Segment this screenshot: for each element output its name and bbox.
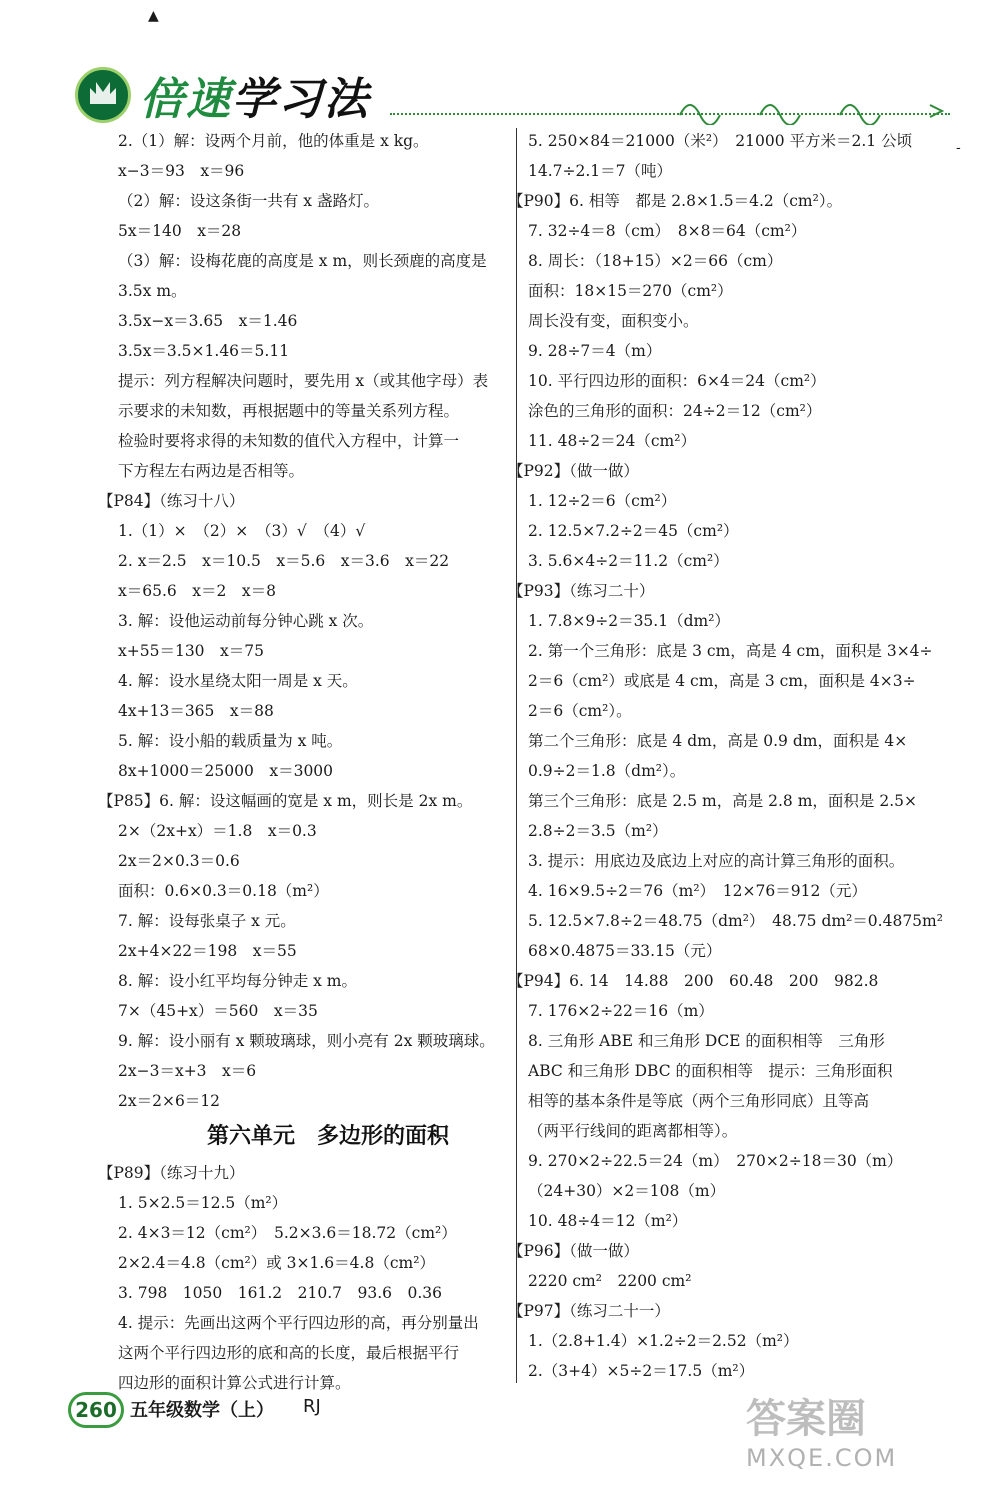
answer-line: 2.（1）解：设两个月前，他的体重是 x kg。 <box>118 132 429 150</box>
answer-line: 3. 798 1050 161.2 210.7 93.6 0.36 <box>118 1284 443 1302</box>
answer-line: （2）解：设这条街一共有 x 盏路灯。 <box>118 192 379 210</box>
top-mark: ▲ <box>148 8 159 24</box>
page-footer <box>68 1392 468 1432</box>
answer-line: 10. 48÷4＝12（m²） <box>528 1212 688 1230</box>
watermark <box>746 1387 986 1477</box>
page-number: 260 <box>68 1392 124 1428</box>
answer-line: 9. 解：设小丽有 x 颗玻璃球，则小亮有 2x 颗玻璃球。 <box>118 1032 495 1050</box>
answer-line: 2. 4×3＝12（cm²） 5.2×3.6＝18.72（cm²） <box>118 1224 457 1242</box>
answer-line: 9. 270×2÷22.5＝24（m） 270×2÷18＝30（m） <box>528 1152 903 1170</box>
answer-line: 4. 解：设水星绕太阳一周是 x 天。 <box>118 672 358 690</box>
answer-line: 3. 提示：用底边及底边上对应的高计算三角形的面积。 <box>528 852 905 870</box>
book-title: 五年级数学（上） <box>130 1400 274 1421</box>
answer-line: ABC 和三角形 DBC 的面积相等 提示：三角形面积 <box>528 1062 893 1080</box>
answer-line: 8. 周长：（18+15）×2＝66（cm） <box>528 252 783 270</box>
answer-line: 2.8÷2＝3.5（m²） <box>528 822 668 840</box>
answer-line: 1.（1）× （2）× （3）√ （4）√ <box>118 522 366 540</box>
answer-line: 下方程左右两边是否相等。 <box>118 462 305 480</box>
answer-line: 面积：18×15＝270（cm²） <box>528 282 733 300</box>
right-column <box>508 126 968 1386</box>
answer-line: 2x+4×22＝198 x＝55 <box>118 942 297 960</box>
answer-line: 3. 5.6×4÷2＝11.2（cm²） <box>528 552 729 570</box>
brand-title-part1: 倍速 <box>140 74 232 125</box>
answer-line: 四边形的面积计算公式进行计算。 <box>118 1374 351 1392</box>
answer-line: 5. 12.5×7.8÷2＝48.75（dm²） 48.75 dm²＝0.4875m² <box>528 912 943 930</box>
answer-line: 2×2.4＝4.8（cm²）或 3×1.6＝4.8（cm²） <box>118 1254 435 1272</box>
answer-line: 7. 32÷4＝8（cm） 8×8＝64（cm²） <box>528 222 807 240</box>
answer-line: 3.5x m。 <box>118 282 187 300</box>
answer-line: 5x＝140 x＝28 <box>118 222 242 240</box>
answer-line: 7. 解：设每张桌子 x 元。 <box>118 912 296 930</box>
answer-line: 【P90】6. 相等 都是 2.8×1.5＝4.2（cm²）。 <box>508 192 843 210</box>
answer-line: （3）解：设梅花鹿的高度是 x m，则长颈鹿的高度是 <box>118 252 487 270</box>
answer-line: 1. 12÷2＝6（cm²） <box>528 492 677 510</box>
answer-line: 【P96】（做一做） <box>508 1242 639 1260</box>
unit-title: 第六单元 多边形的面积 <box>206 1124 449 1149</box>
answer-line: x−3＝93 x＝96 <box>118 162 245 180</box>
answer-line: 2x−3＝x+3 x＝6 <box>118 1062 257 1080</box>
brand-header <box>70 55 970 125</box>
answer-line: 0.9÷2＝1.8（dm²）。 <box>528 762 686 780</box>
answer-line: 第二个三角形：底是 4 dm，高是 0.9 dm，面积是 4× <box>528 732 908 750</box>
answer-line: 3. 解：设他运动前每分钟心跳 x 次。 <box>118 612 374 630</box>
answer-line: 10. 平行四边形的面积：6×4＝24（cm²） <box>528 372 826 390</box>
answer-line: 2.（3+4）×5÷2＝17.5（m²） <box>528 1362 755 1380</box>
answer-line: 涂色的三角形的面积：24÷2＝12（cm²） <box>528 402 822 420</box>
answer-line: （24+30）×2＝108（m） <box>528 1182 726 1200</box>
answer-line: 4. 16×9.5÷2＝76（m²） 12×76＝912（元） <box>528 882 867 900</box>
answer-line: 【P84】（练习十八） <box>98 492 245 510</box>
answer-line: 第三个三角形：底是 2.5 m，高是 2.8 m，面积是 2.5× <box>528 792 917 810</box>
answer-line: 3.5x＝3.5×1.46＝5.11 <box>118 342 290 360</box>
answer-line: 这两个平行四边形的底和高的长度，最后根据平行 <box>118 1344 460 1362</box>
answer-line: 4x+13＝365 x＝88 <box>118 702 274 720</box>
answer-line: 8x+1000＝25000 x＝3000 <box>118 762 334 780</box>
brand-title <box>140 63 370 127</box>
answer-line: 5. 250×84＝21000（米²） 21000 平方米＝2.1 公顷 <box>528 132 913 150</box>
watermark-line1: 答案圈 <box>746 1396 866 1442</box>
answer-line: 面积：0.6×0.3＝0.18（m²） <box>118 882 329 900</box>
answer-line: 【P93】（练习二十） <box>508 582 655 600</box>
answer-line: 11. 48÷2＝24（cm²） <box>528 432 696 450</box>
answer-line: 68×0.4875＝33.15（元） <box>528 942 722 960</box>
answer-line: x＝65.6 x＝2 x＝8 <box>118 582 276 600</box>
side-mark: - <box>956 140 961 156</box>
answer-line: 相等的基本条件是等底（两个三角形同底）且等高 <box>528 1092 870 1110</box>
logo-icon <box>75 67 131 123</box>
answer-line: 2×（2x+x）＝1.8 x＝0.3 <box>118 822 317 840</box>
decorative-swirls-icon <box>670 85 970 125</box>
answer-line: 2. x＝2.5 x＝10.5 x＝5.6 x＝3.6 x＝22 <box>118 552 450 570</box>
answer-line: 提示：列方程解决问题时，要先用 x（或其他字母）表 <box>118 372 489 390</box>
answer-line: 8. 解：设小红平均每分钟走 x m。 <box>118 972 358 990</box>
answer-line: 14.7÷2.1＝7（吨） <box>528 162 673 180</box>
answer-line: 2＝6（cm²）或底是 4 cm，高是 3 cm，面积是 4×3÷ <box>528 672 916 690</box>
left-column <box>98 126 518 1398</box>
edition-label: RJ <box>303 1396 321 1417</box>
answer-line: 2. 第一个三角形：底是 3 cm，高是 4 cm，面积是 3×4÷ <box>528 642 933 660</box>
answer-line: 5. 解：设小船的载质量为 x 吨。 <box>118 732 343 750</box>
answer-line: 【P94】6. 14 14.88 200 60.48 200 982.8 <box>508 972 879 990</box>
answer-line: 7×（45+x）＝560 x＝35 <box>118 1002 318 1020</box>
header-dotted-rule <box>390 113 950 115</box>
answer-line: 8. 三角形 ABE 和三角形 DCE 的面积相等 三角形 <box>528 1032 885 1050</box>
answer-line: 【P85】6. 解：设这幅画的宽是 x m，则长是 2x m。 <box>98 792 473 810</box>
answer-line: 2x＝2×0.3＝0.6 <box>118 852 240 870</box>
answer-line: （两平行线间的距离都相等）。 <box>528 1122 738 1140</box>
answer-line: 1. 7.8×9÷2＝35.1（dm²） <box>528 612 730 630</box>
answer-line: 2＝6（cm²）。 <box>528 702 632 720</box>
answer-line: 【P92】（做一做） <box>508 462 639 480</box>
answer-line: 3.5x−x＝3.65 x＝1.46 <box>118 312 298 330</box>
answer-line: 7. 176×2÷22＝16（m） <box>528 1002 714 1020</box>
answer-line: 4. 提示：先画出这两个平行四边形的高，再分别量出 <box>118 1314 479 1332</box>
answer-line: 【P89】（练习十九） <box>98 1164 245 1182</box>
answer-line: 1. 5×2.5＝12.5（m²） <box>118 1194 288 1212</box>
answer-line: 检验时要将求得的未知数的值代入方程中，计算一 <box>118 432 460 450</box>
answer-line: 周长没有变，面积变小。 <box>528 312 699 330</box>
answer-line: 【P97】（练习二十一） <box>508 1302 670 1320</box>
answer-line: 1.（2.8+1.4）×1.2÷2＝2.52（m²） <box>528 1332 799 1350</box>
answer-line: 2x＝2×6＝12 <box>118 1092 221 1110</box>
brand-title-part2: 学习法 <box>232 74 370 125</box>
answer-line: 9. 28÷7＝4（m） <box>528 342 662 360</box>
watermark-line2: MXQE.COM <box>746 1444 898 1472</box>
answer-line: 2. 12.5×7.2÷2＝45（cm²） <box>528 522 739 540</box>
answer-line: 2220 cm² 2200 cm² <box>528 1272 692 1290</box>
answer-line: x+55＝130 x＝75 <box>118 642 265 660</box>
answer-line: 示要求的未知数，再根据题中的等量关系列方程。 <box>118 402 460 420</box>
